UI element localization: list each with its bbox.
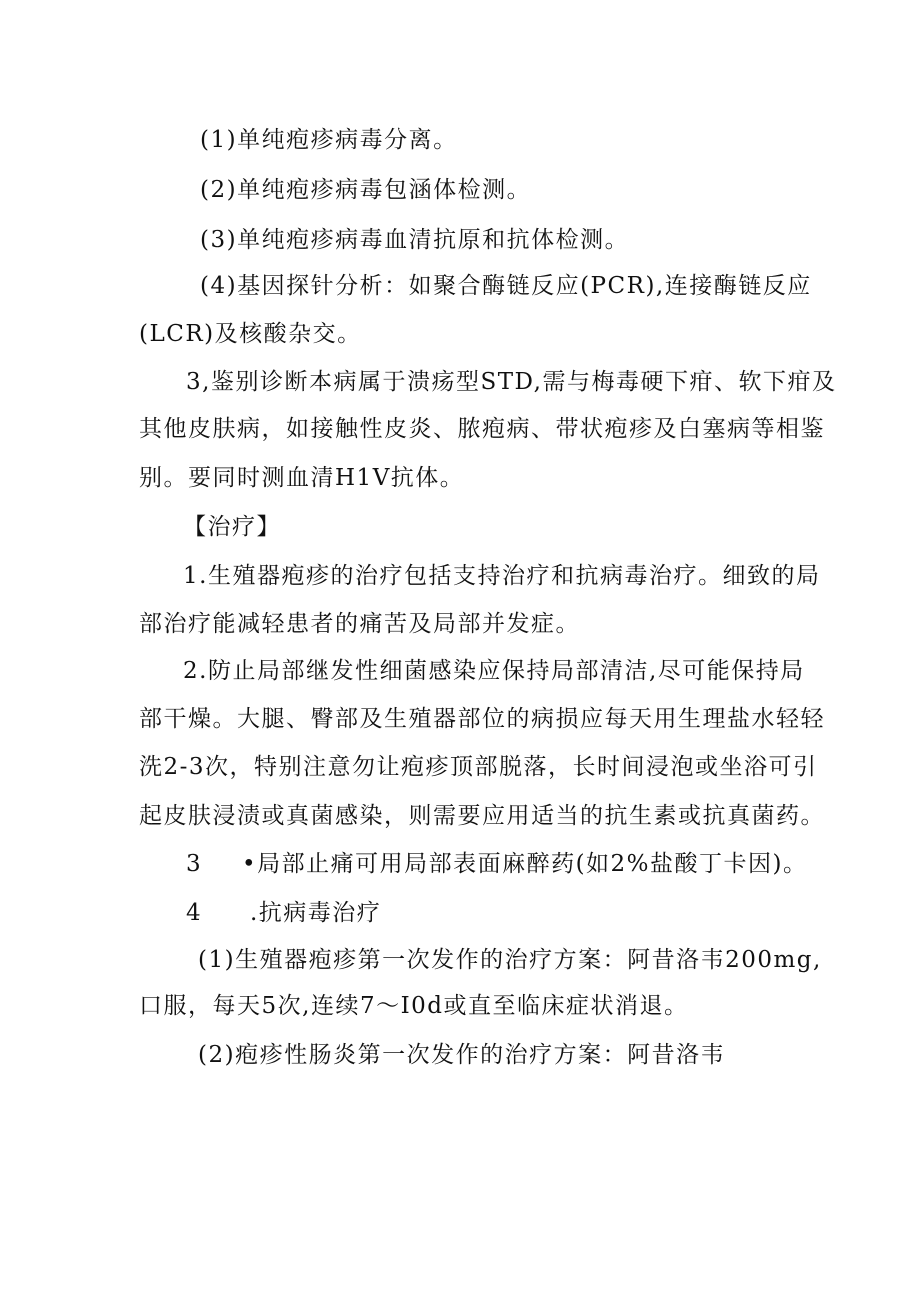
paragraph-line: 部治疗能减轻患者的痛苦及局部并发症。 [139,611,580,637]
paragraph-line: (2)单纯疱疹病毒包涵体检测。 [200,177,532,203]
paragraph-line: 3,鉴别诊断本病属于溃疡型STD,需与梅毒硬下疳、软下疳及 [186,369,837,395]
paragraph-line: 部干燥。大腿、臀部及生殖器部位的病损应每天用生理盐水轻轻 [139,706,825,732]
paragraph-line: (2)疱疹性肠炎第一次发作的治疗方案：阿昔洛韦 [198,1042,726,1068]
list-number: 3 [186,851,203,877]
paragraph-line: 其他皮肤病，如接触性皮炎、脓疱病、带状疱疹及白塞病等相鉴 [139,416,825,442]
paragraph-line: (1)单纯疱疹病毒分离。 [200,127,458,153]
paragraph-line: 1.生殖器疱疹的治疗包括支持治疗和抗病毒治疗。细致的局 [183,563,821,589]
paragraph-line: .抗病毒治疗 [250,900,382,926]
paragraph-line: 别。要同时测血清H1V抗体。 [139,465,465,491]
paragraph-line: (3)单纯疱疹病毒血清抗原和抗体检测。 [200,227,630,253]
paragraph-line: 起皮肤浸渍或真菌感染，则需要应用适当的抗生素或抗真菌药。 [139,803,825,829]
paragraph-line: 口服，每天5次,连续7～I0d或直至临床症状消退。 [139,993,689,1019]
paragraph-line: 洗2-3次，特别注意勿让疱疹顶部脱落，长时间浸泡或坐浴可引 [139,754,818,780]
paragraph-line: 2.防止局部继发性细菌感染应保持局部清洁,尽可能保持局 [183,658,805,684]
list-number: 4 [186,900,203,926]
paragraph-line: (4)基因探针分析：如聚合酶链反应(PCR),连接酶链反应 [200,273,812,299]
paragraph-line: (LCR)及核酸杂交。 [139,321,362,347]
paragraph-line: (1)生殖器疱疹第一次发作的治疗方案：阿昔洛韦200mg, [198,947,822,973]
section-heading: 【治疗】 [183,514,281,540]
paragraph-line: •局部止痛可用局部表面麻醉药(如2%盐酸丁卡因)。 [242,851,808,877]
